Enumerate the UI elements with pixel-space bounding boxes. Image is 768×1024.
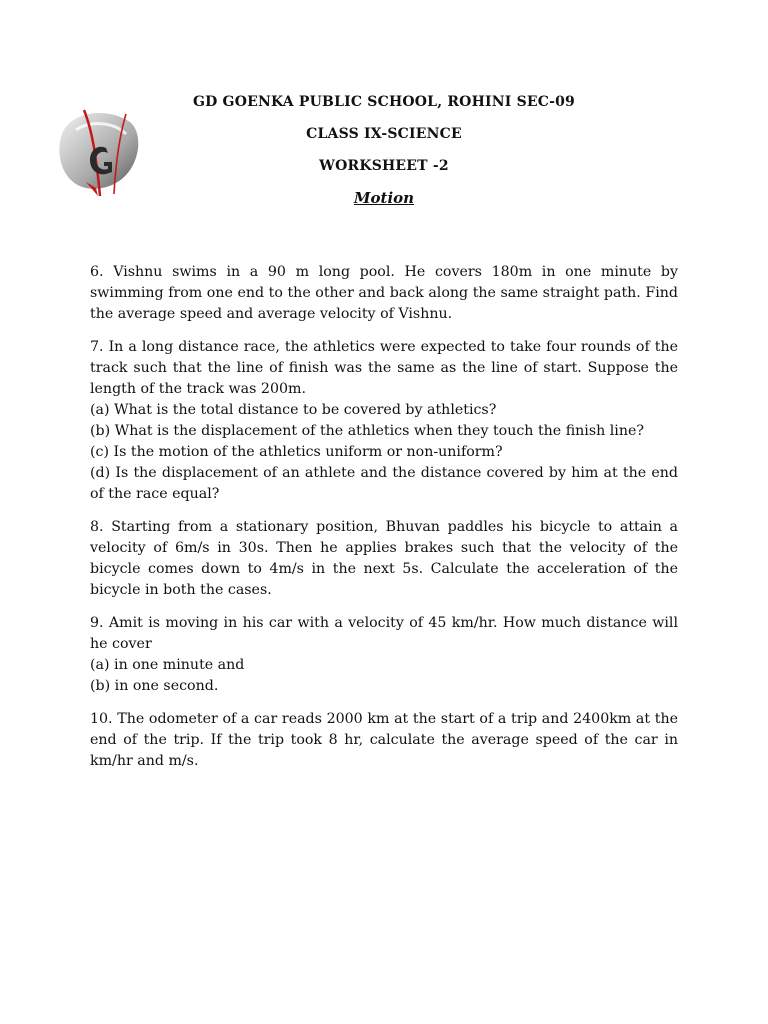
question-stem: 6. Vishnu swims in a 90 m long pool. He covers 180m in one minute by swimming from one end to the other and back along the same straight path. Find the average speed and average velocity of Vishnu. xyxy=(90,264,678,322)
question-part: (c) Is the motion of the athletics uniform or non-uniform? xyxy=(90,444,503,460)
question-part: (a) in one minute and xyxy=(90,657,245,673)
question-part: (a) What is the total distance to be covered by athletics? xyxy=(90,402,497,418)
question-6 xyxy=(90,262,678,325)
question-stem: 7. In a long distance race, the athletics were expected to take four rounds of the track such that the line of finish was the same as the line of start. Suppose the length of the track was 200m. xyxy=(90,339,678,397)
question-7 xyxy=(90,337,678,505)
worksheet-title: WORKSHEET -2 xyxy=(319,158,449,174)
question-9 xyxy=(90,613,678,697)
topic-title: Motion xyxy=(353,189,415,207)
question-part: (b) in one second. xyxy=(90,678,219,694)
question-8 xyxy=(90,517,678,601)
class-title: CLASS IX-SCIENCE xyxy=(306,126,462,142)
worksheet-header xyxy=(0,92,768,208)
question-10 xyxy=(90,709,678,772)
question-list xyxy=(90,262,678,784)
question-part: (b) What is the displacement of the athletics when they touch the finish line? xyxy=(90,423,644,439)
school-name: GD GOENKA PUBLIC SCHOOL, ROHINI SEC-09 xyxy=(192,94,575,110)
question-stem: 9. Amit is moving in his car with a velocity of 45 km/hr. How much distance will he cover xyxy=(90,615,678,652)
question-stem: 10. The odometer of a car reads 2000 km at the start of a trip and 2400km at the end of the trip. If the trip took 8 hr, calculate the average speed of the car in km/hr and m/s. xyxy=(90,711,678,769)
question-part: (d) Is the displacement of an athlete and the distance covered by him at the end of the race equal? xyxy=(90,465,678,502)
question-stem: 8. Starting from a stationary position, Bhuvan paddles his bicycle to attain a velocity of 6m/s in 30s. Then he applies brakes such that the velocity of the bicycle comes down to 4m/s in the next 5s. Calculate the acceleration of the bicycle in both the cases. xyxy=(90,519,678,598)
